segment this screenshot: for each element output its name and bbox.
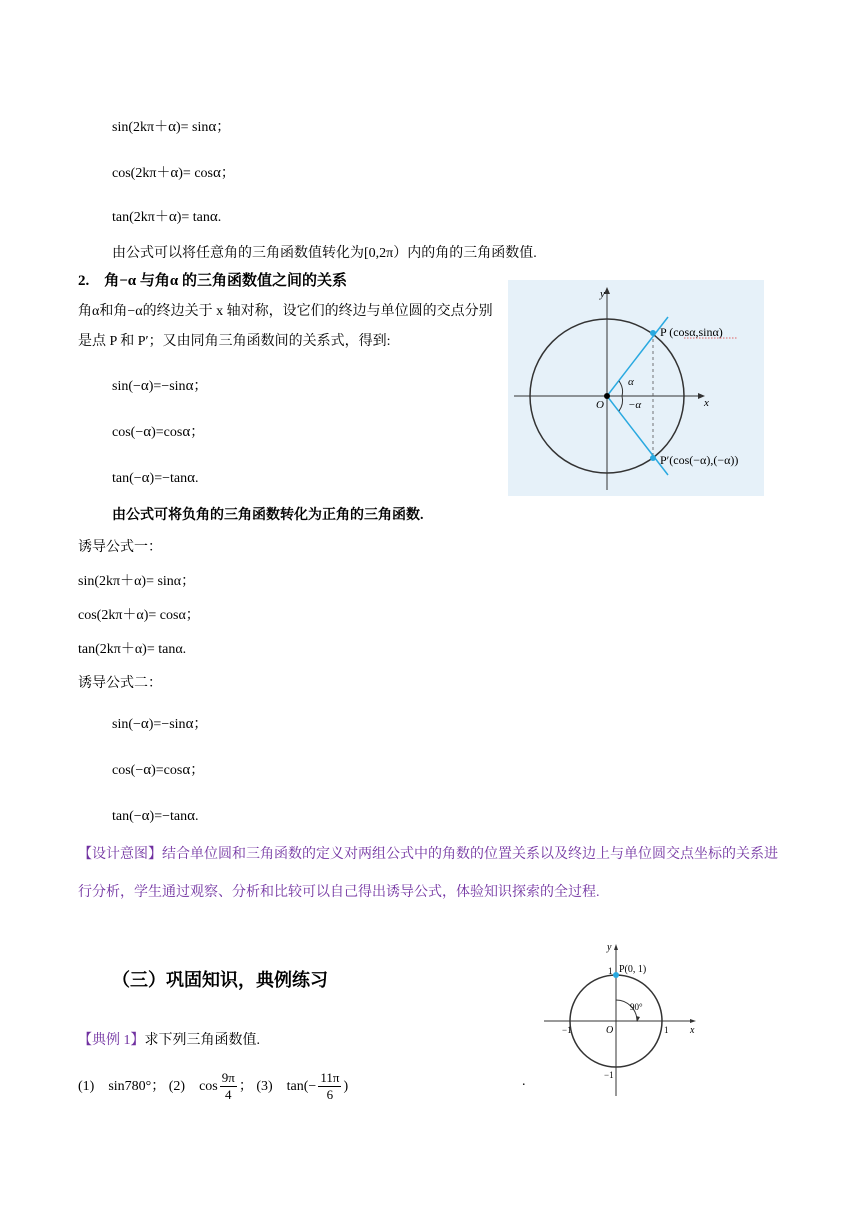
angle-90-label: 90° [630,1002,643,1012]
induction-2-title: 诱导公式二： [78,676,162,691]
origin-point [604,393,610,399]
section-3-title: （三）巩固知识，典例练习 [112,970,328,990]
x-axis-arrow-2 [690,1019,696,1023]
x-label: x [704,397,709,409]
y-label-2: y [607,942,612,953]
angle-neg-alpha-label: −α [628,399,642,411]
trailing-period: . [522,1074,526,1089]
example-1-items: (1) sin780°； (2) cos $\frac{9\pi}{4}$ ； (3) tan(− $\frac{11\pi}{6}$ ) [78,1070,349,1103]
p-label: P (cosα,sinα) [660,325,723,339]
x-label-2: x [690,1025,695,1036]
origin-label: O [596,399,604,411]
fraction-9pi-4: $\frac{9\pi}{4}$ [221,1070,235,1103]
induction-1-tan: tan(2kπ＋α)= tanα. [78,642,187,657]
formula-sin-neg-1: sin(−α)=−sinα； [112,378,208,394]
y-axis-arrow-2 [614,944,618,950]
formula-tan-neg-2: tan(−α)=−tanα. [112,808,199,824]
formula-sin-neg-2: sin(−α)=−sinα； [112,716,208,732]
point-p-prime [650,455,656,461]
unit-circle-figure-2 [540,938,700,1098]
point-p [650,330,656,336]
fraction-11pi-6: $\frac{11\pi}{6}$ [320,1070,340,1103]
p-prime-label: P′(cos(−α),(−α)) [660,453,739,467]
tick-y-neg1: −1 [604,1070,614,1080]
induction-1-title: 诱导公式一： [78,540,162,555]
induction-1-cos: cos(2kπ＋α)= cosα； [78,608,200,623]
unit-circle-figure [508,280,764,496]
formula-cos-neg-1: cos(−α)=cosα； [112,424,205,440]
tick-y-1: 1 [608,966,613,976]
conclusion-period: 由公式可以将任意角的三角函数值转化为[0,2π）内的角的三角函数值. [112,246,537,261]
design-intent: 【设计意图】结合单位圆和三角函数的定义对两组公式中的角数的位置关系以及终边上与单位圆交点坐标的关系进行分析，学生通过观察、分析和比较可以自己得出诱导公式，体验知识探索的全过程. [78,847,778,900]
formula-tan-neg-1: tan(−α)=−tanα. [112,470,199,486]
example-1-heading: 【典例 1】求下列三角函数值. [78,1033,260,1048]
p-label-2: P(0, 1) [619,964,647,975]
formula-sin-period: sin(2kπ＋α)= sinα； [112,119,231,135]
conclusion-negative: 由公式可将负角的三角函数转化为正角的三角函数. [112,508,424,523]
induction-1-sin: sin(2kπ＋α)= sinα； [78,574,196,589]
angle-alpha-label: α [628,376,634,388]
origin-label-2: O [606,1025,614,1036]
tick-x-neg1: −1 [562,1025,572,1035]
tick-x-1: 1 [664,1025,669,1035]
y-label: y [600,288,605,300]
example-1-label: 【典例 1】 [78,1033,145,1048]
formula-cos-neg-2: cos(−α)=cosα； [112,762,205,778]
section-2-paragraph: 角α和角−α的终边关于 x 轴对称，设它们的终边与单位圆的交点分别是点 P 和 P′；又由同角三角函数间的关系式，得到: [78,304,493,349]
formula-cos-period: cos(2kπ＋α)= cosα； [112,165,235,181]
section-2-title: 2. 角−α 与角α 的三角函数值之间的关系 [78,273,348,289]
formula-tan-period: tan(2kπ＋α)= tanα. [112,209,222,225]
